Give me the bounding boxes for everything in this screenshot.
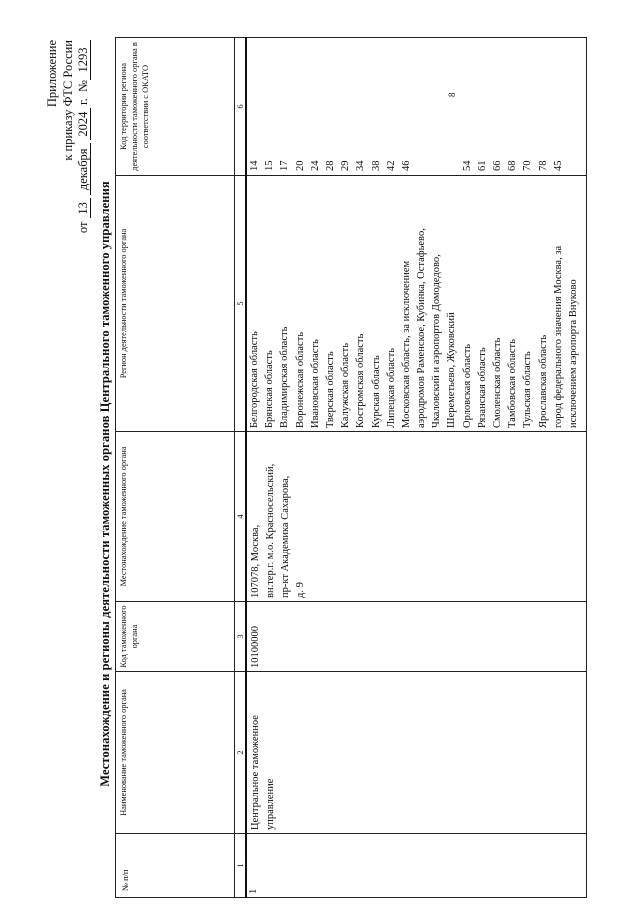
okato-code: 14 — [249, 160, 260, 171]
okato-code: 68 — [507, 160, 519, 171]
region-item: Московская область, за исключением — [400, 260, 412, 428]
name-line: Центральное таможенное — [250, 715, 261, 830]
region-item: Чкаловский и аэропортов Домодедово, — [431, 254, 443, 428]
okato-code: 46 — [400, 160, 412, 171]
okato-code — [444, 38, 459, 175]
document-title: Местонахождение и регионы деятельности таможенных органов Центрального таможенного управления — [98, 181, 112, 787]
customs-regions-table — [115, 37, 587, 898]
region-item: Калужская область — [340, 342, 352, 428]
okato-code: 17 — [279, 160, 291, 171]
header-region: Регион деятельности таможенного органа — [116, 176, 235, 432]
header-location: Местонахождение таможенного органа — [116, 432, 235, 602]
customs-body-name — [246, 672, 586, 834]
region-item: Воронежская область — [294, 331, 306, 428]
name-line: управление — [265, 778, 276, 830]
region-item: Ярославская область — [537, 334, 549, 428]
header-name: Наименование таможенного органа — [116, 672, 235, 834]
location-line: д. 9 — [295, 582, 306, 598]
appendix-year-suffix: г. — [76, 98, 90, 106]
column-number: 1 — [235, 834, 247, 898]
column-numbers-row — [235, 38, 247, 898]
okato-code — [429, 38, 444, 175]
okato-code: 70 — [522, 160, 534, 171]
okato-code: 61 — [476, 160, 488, 171]
appendix-order-ref: к приказу ФТС России — [60, 40, 75, 161]
column-number: 3 — [235, 602, 247, 672]
column-number: 6 — [235, 38, 247, 176]
region-item: Орловская область — [461, 343, 473, 428]
appendix-day: 13 — [77, 198, 91, 218]
region-item: город федерального значения Москва, за — [552, 245, 564, 428]
okato-code: 38 — [370, 160, 382, 171]
okato-code-list — [246, 38, 586, 176]
region-list — [246, 176, 586, 432]
region-item: Тамбовская область — [507, 339, 519, 428]
region-item: Владимирская область — [279, 326, 291, 428]
okato-code: 45 — [552, 160, 564, 171]
region-item: исключением аэропорта Внуково — [567, 279, 579, 428]
region-item: Брянская область — [264, 350, 276, 428]
appendix-number: 1293 — [77, 40, 91, 80]
appendix-date-line — [76, 40, 92, 905]
region-item: Липецкая область — [385, 348, 397, 428]
okato-code — [414, 38, 429, 175]
region-item: Курская область — [370, 355, 382, 428]
column-number: 5 — [235, 176, 247, 432]
region-item: аэродромов Раменское, Кубинка, Остафьево, — [416, 228, 428, 428]
region-item: Костромская область — [355, 333, 367, 428]
row-index: 1 — [246, 834, 586, 898]
okato-code: 34 — [355, 160, 367, 171]
column-number: 2 — [235, 672, 247, 834]
okato-code: 66 — [492, 160, 503, 171]
appendix-title: Приложение — [45, 40, 59, 108]
location-line: вн.тер.г. м.о. Красносельский, — [265, 463, 276, 598]
okato-code: 29 — [340, 160, 352, 171]
okato-code — [566, 38, 581, 175]
region-item: Белгородская область — [249, 331, 260, 428]
okato-code: 54 — [461, 160, 473, 171]
region-item: Шереметьево, Жуковский — [446, 312, 458, 428]
appendix-month: декабря — [77, 143, 91, 195]
appendix-from: от — [76, 221, 90, 234]
okato-code: 42 — [385, 160, 397, 171]
location-line: 107078, Москва, — [250, 524, 261, 598]
page-number: 8 — [447, 92, 457, 97]
header-okato: Код территории региона деятельности таможенного органа в соответствии с ОКАТО — [116, 38, 235, 176]
header-code: Код таможенного органа — [116, 602, 235, 672]
table-row — [246, 38, 586, 898]
region-item: Ивановская область — [309, 339, 321, 428]
region-item: Тверская область — [324, 351, 336, 428]
appendix-block — [45, 40, 92, 905]
customs-body-location — [246, 432, 586, 602]
okato-code: 20 — [294, 160, 306, 171]
okato-code: 15 — [264, 160, 276, 171]
okato-code: 24 — [309, 160, 321, 171]
location-line: пр-кт Академика Сахарова, — [280, 475, 291, 598]
okato-code: 78 — [537, 160, 549, 171]
appendix-number-label: № — [76, 80, 90, 92]
okato-code: 28 — [324, 160, 336, 171]
header-number: № п/п — [116, 834, 235, 898]
customs-body-code: 10100000 — [246, 602, 586, 672]
column-number: 4 — [235, 432, 247, 602]
region-item: Смоленская область — [492, 337, 503, 428]
appendix-year: 2024 — [77, 108, 91, 140]
region-item: Рязанская область — [476, 347, 488, 428]
region-item: Тульская область — [522, 351, 534, 428]
table-header-row — [116, 38, 235, 898]
